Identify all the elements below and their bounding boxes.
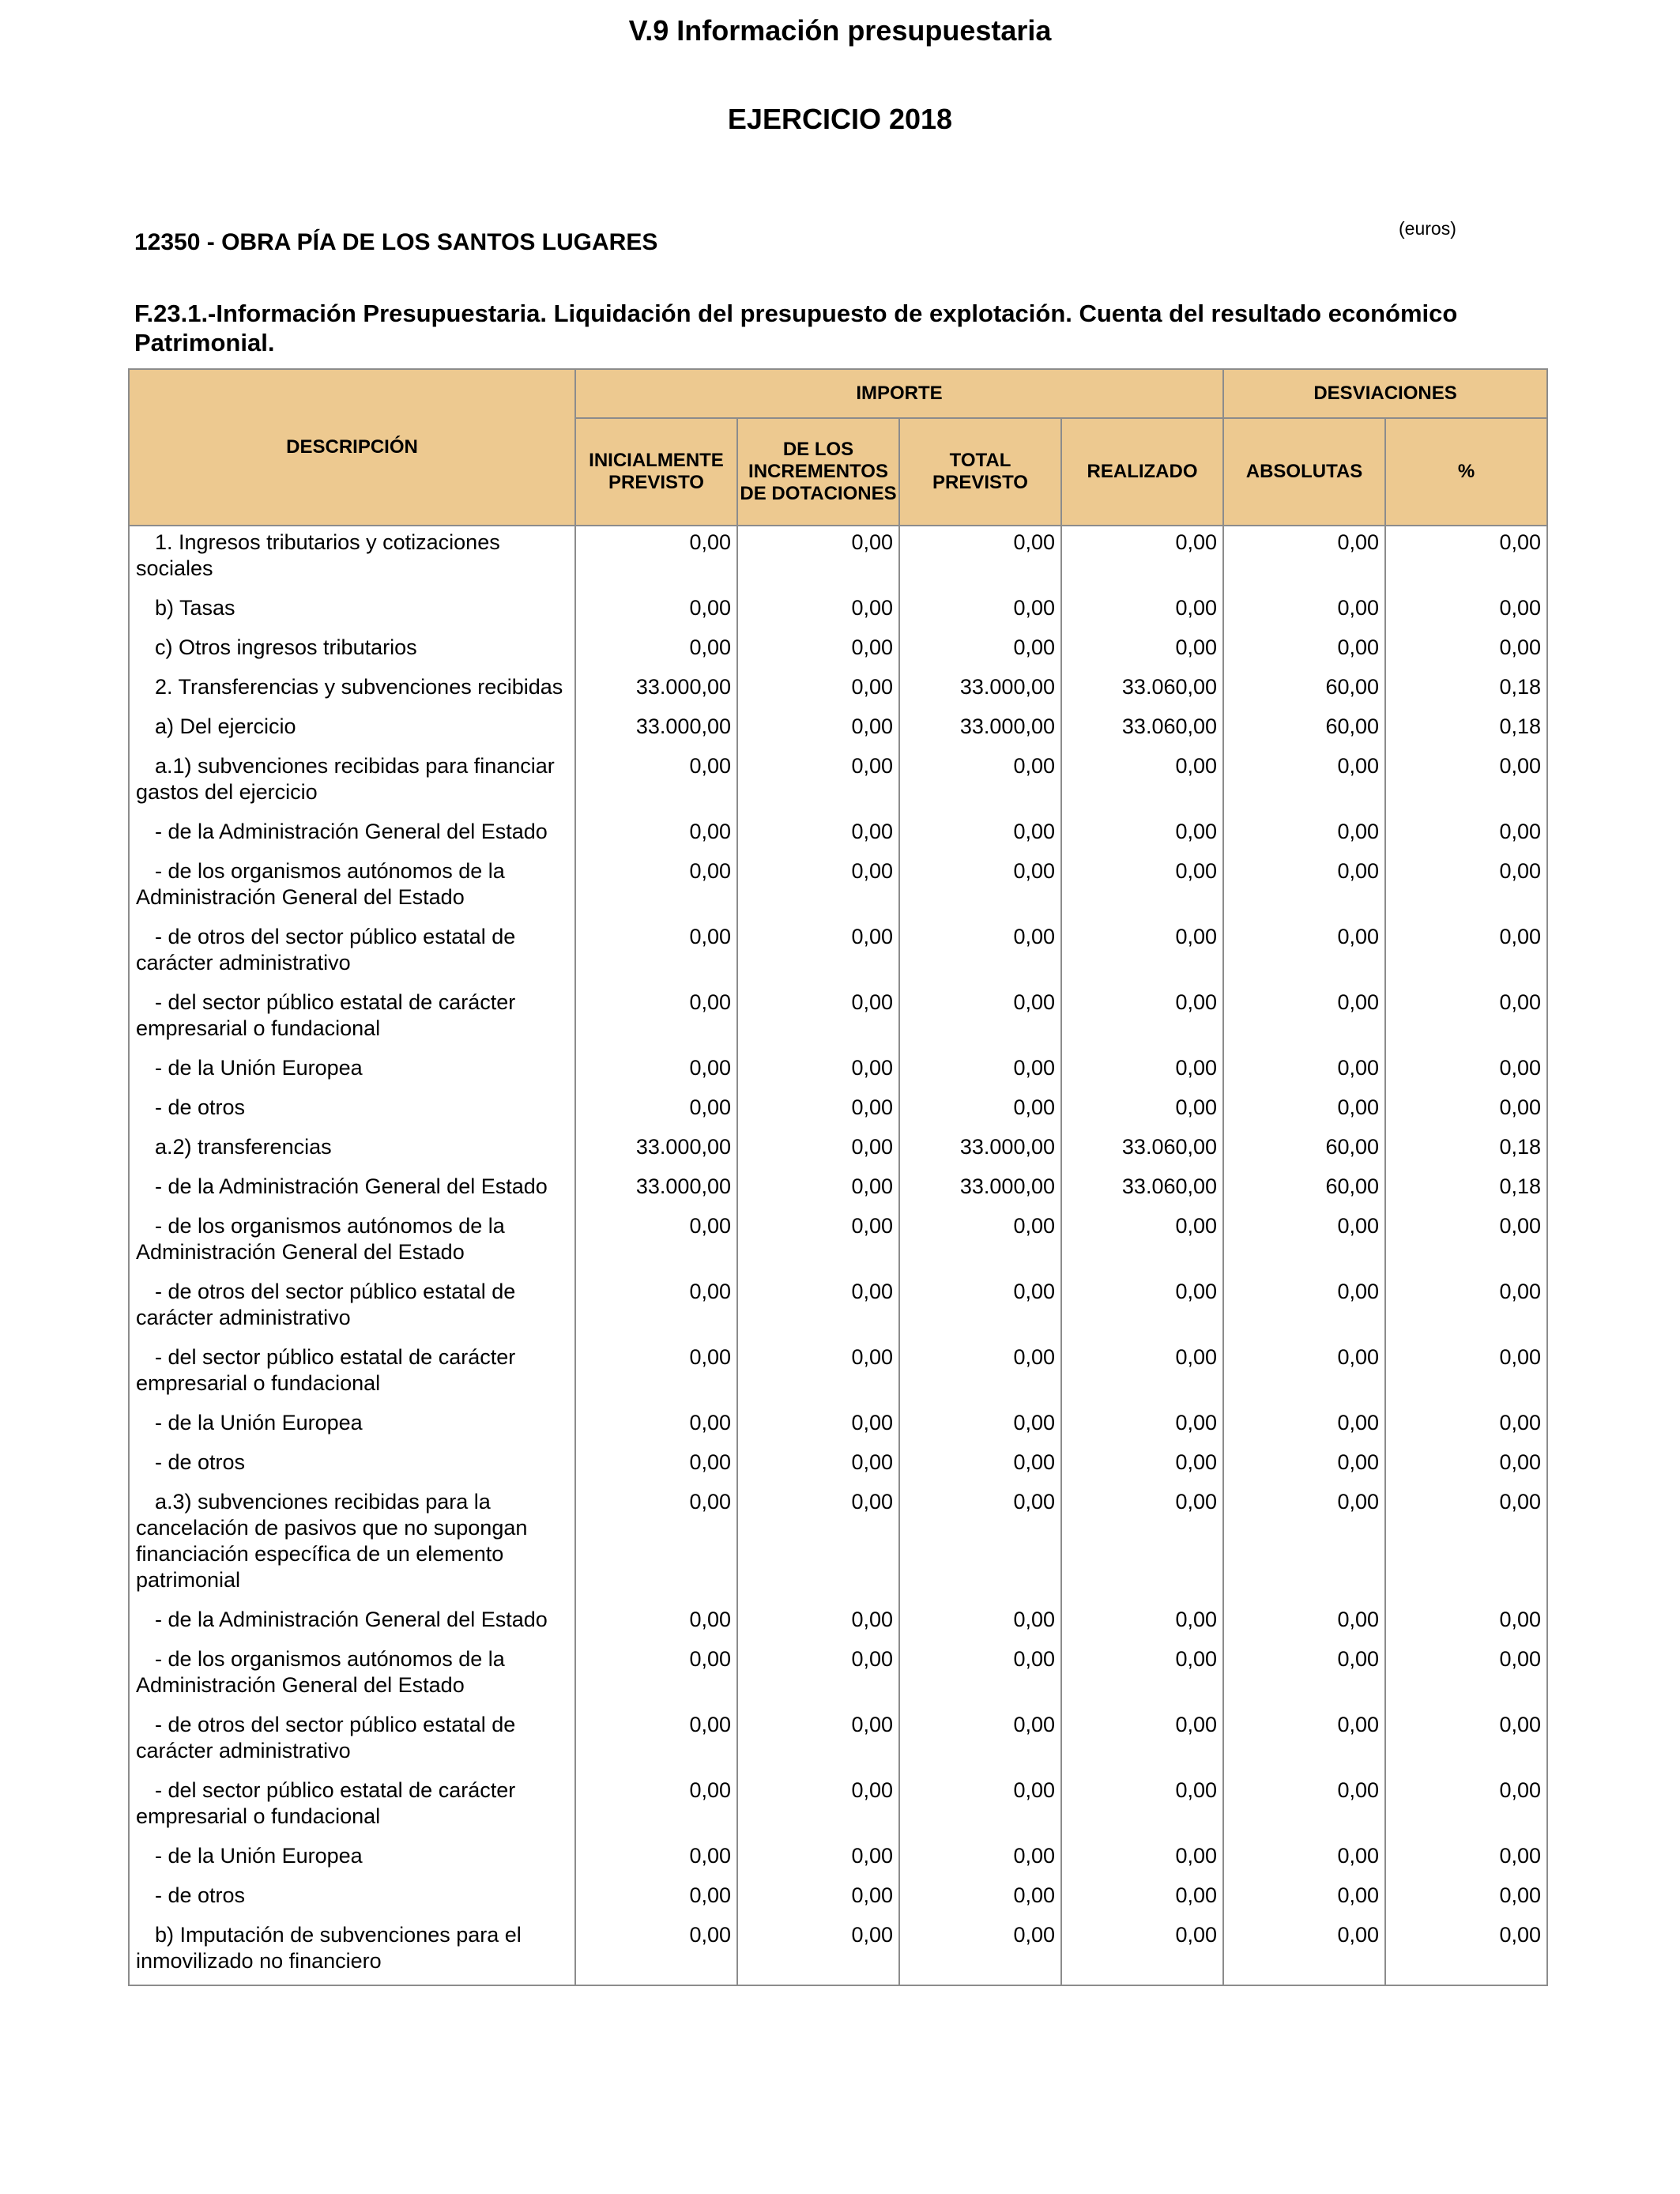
cell-value: 0,00	[1223, 1446, 1385, 1486]
cell-value: 0,00	[1223, 1643, 1385, 1709]
cell-value: 0,00	[575, 1774, 737, 1840]
fiscal-year-title: EJERCICIO 2018	[727, 103, 953, 135]
cell-value: 33.000,00	[899, 1131, 1061, 1171]
budget-table	[128, 368, 1548, 1986]
row-label: - de los organismos autónomos de la Administración General del Estado	[129, 1643, 575, 1709]
cell-value: 0,00	[1061, 855, 1223, 921]
cell-value: 0,00	[1061, 631, 1223, 671]
cell-value: 0,00	[1223, 1276, 1385, 1341]
table-row	[129, 1276, 1547, 1341]
cell-value: 0,00	[1061, 1840, 1223, 1879]
column-header: ABSOLUTAS	[1223, 418, 1385, 526]
cell-value: 0,00	[1061, 1446, 1223, 1486]
table-row	[129, 1341, 1547, 1407]
cell-value: 0,00	[575, 1486, 737, 1604]
cell-value: 0,00	[737, 1052, 899, 1091]
cell-value: 0,00	[899, 1709, 1061, 1774]
cell-value: 0,00	[575, 921, 737, 986]
cell-value: 0,00	[1223, 986, 1385, 1052]
cell-value: 0,00	[1223, 1919, 1385, 1985]
cell-value: 0,18	[1385, 671, 1547, 711]
cell-value: 0,18	[1385, 711, 1547, 750]
cell-value: 0,00	[1061, 816, 1223, 855]
cell-value: 0,00	[737, 1091, 899, 1131]
cell-value: 0,00	[1223, 1210, 1385, 1276]
cell-value: 0,00	[1385, 1210, 1547, 1276]
cell-value: 0,00	[575, 1446, 737, 1486]
cell-value: 0,18	[1385, 1131, 1547, 1171]
cell-value: 0,00	[1223, 1052, 1385, 1091]
column-header: REALIZADO	[1061, 418, 1223, 526]
cell-value: 0,00	[1223, 1407, 1385, 1446]
table-row	[129, 1407, 1547, 1446]
cell-value: 0,00	[737, 592, 899, 631]
cell-value: 0,00	[1223, 1341, 1385, 1407]
cell-value: 0,00	[899, 1091, 1061, 1131]
cell-value: 0,00	[1223, 1091, 1385, 1131]
cell-value: 0,00	[1385, 1643, 1547, 1709]
table-row	[129, 1604, 1547, 1643]
cell-value: 0,00	[1385, 1774, 1547, 1840]
column-header: INICIALMENTE PREVISTO	[575, 418, 737, 526]
table-body	[129, 526, 1547, 1985]
cell-value: 0,00	[1385, 1486, 1547, 1604]
table-row	[129, 1709, 1547, 1774]
row-label: a.2) transferencias	[129, 1131, 575, 1171]
cell-value: 0,00	[575, 1879, 737, 1919]
row-label: - de la Unión Europea	[129, 1052, 575, 1091]
table-row	[129, 1171, 1547, 1210]
row-label: - de la Unión Europea	[129, 1840, 575, 1879]
cell-value: 60,00	[1223, 1131, 1385, 1171]
cell-value: 0,00	[899, 592, 1061, 631]
cell-value: 0,00	[737, 526, 899, 592]
cell-value: 0,00	[737, 750, 899, 816]
cell-value: 0,00	[899, 750, 1061, 816]
cell-value: 0,00	[899, 986, 1061, 1052]
row-label: - del sector público estatal de carácter empresarial o fundacional	[129, 1774, 575, 1840]
cell-value: 0,00	[737, 1840, 899, 1879]
cell-value: 0,00	[1385, 1604, 1547, 1643]
cell-value: 0,00	[1385, 1840, 1547, 1879]
cell-value: 0,00	[1385, 921, 1547, 986]
cell-value: 0,00	[1223, 1774, 1385, 1840]
row-label: - de los organismos autónomos de la Administración General del Estado	[129, 855, 575, 921]
row-label: - de la Administración General del Estado	[129, 1604, 575, 1643]
cell-value: 33.060,00	[1061, 671, 1223, 711]
cell-value: 0,00	[899, 1840, 1061, 1879]
cell-value: 0,00	[1385, 1091, 1547, 1131]
cell-value: 33.060,00	[1061, 711, 1223, 750]
row-label: a) Del ejercicio	[129, 711, 575, 750]
cell-value: 0,00	[899, 921, 1061, 986]
table-row	[129, 1774, 1547, 1840]
table-row	[129, 1210, 1547, 1276]
cell-value: 0,00	[1385, 1341, 1547, 1407]
cell-value: 0,00	[737, 1709, 899, 1774]
cell-value: 0,00	[575, 1709, 737, 1774]
cell-value: 33.000,00	[575, 671, 737, 711]
cell-value: 0,00	[575, 526, 737, 592]
cell-value: 0,00	[575, 750, 737, 816]
cell-value: 0,00	[737, 711, 899, 750]
row-label: - del sector público estatal de carácter empresarial o fundacional	[129, 986, 575, 1052]
table-row	[129, 592, 1547, 631]
cell-value: 0,00	[737, 855, 899, 921]
table-row	[129, 1131, 1547, 1171]
table-row	[129, 1091, 1547, 1131]
row-label: - de otros del sector público estatal de carácter administrativo	[129, 921, 575, 986]
cell-value: 0,00	[737, 1171, 899, 1210]
cell-value: 0,00	[1061, 921, 1223, 986]
page-title: V.9 Información presupuestaria	[628, 14, 1052, 47]
entity-name: 12350 - OBRA PÍA DE LOS SANTOS LUGARES	[134, 229, 658, 255]
section-title: F.23.1.-Información Presupuestaria. Liquidación del presupuesto de explotación. Cuenta del resultado económico Patrimonial.	[134, 300, 1458, 356]
cell-value: 0,00	[575, 1276, 737, 1341]
cell-value: 0,00	[899, 1919, 1061, 1985]
cell-value: 0,00	[1385, 986, 1547, 1052]
cell-value: 0,00	[1385, 592, 1547, 631]
row-label: - de otros	[129, 1879, 575, 1919]
cell-value: 33.000,00	[575, 1171, 737, 1210]
table-row	[129, 1879, 1547, 1919]
cell-value: 33.060,00	[1061, 1131, 1223, 1171]
cell-value: 0,00	[575, 1840, 737, 1879]
table-row	[129, 986, 1547, 1052]
cell-value: 0,00	[575, 1091, 737, 1131]
table-row	[129, 1840, 1547, 1879]
cell-value: 60,00	[1223, 711, 1385, 750]
row-label: - de la Administración General del Estado	[129, 1171, 575, 1210]
cell-value: 0,00	[899, 1446, 1061, 1486]
cell-value: 0,00	[1223, 526, 1385, 592]
cell-value: 0,00	[1385, 855, 1547, 921]
cell-value: 0,00	[899, 855, 1061, 921]
table-row	[129, 1052, 1547, 1091]
cell-value: 0,00	[1223, 816, 1385, 855]
table-row	[129, 631, 1547, 671]
cell-value: 0,00	[737, 1446, 899, 1486]
cell-value: 0,00	[737, 1604, 899, 1643]
cell-value: 0,00	[737, 1276, 899, 1341]
row-label: - del sector público estatal de carácter empresarial o fundacional	[129, 1341, 575, 1407]
cell-value: 33.000,00	[899, 711, 1061, 750]
cell-value: 0,00	[737, 1210, 899, 1276]
cell-value: 0,00	[1061, 1709, 1223, 1774]
cell-value: 0,00	[1061, 1341, 1223, 1407]
cell-value: 0,00	[575, 855, 737, 921]
cell-value: 60,00	[1223, 671, 1385, 711]
cell-value: 0,00	[899, 1486, 1061, 1604]
cell-value: 33.000,00	[899, 1171, 1061, 1210]
cell-value: 0,00	[1223, 1709, 1385, 1774]
cell-value: 0,00	[1061, 986, 1223, 1052]
column-header: TOTAL PREVISTO	[899, 418, 1061, 526]
cell-value: 0,00	[1061, 1407, 1223, 1446]
desviaciones-header: DESVIACIONES	[1223, 369, 1547, 418]
row-label: - de otros del sector público estatal de carácter administrativo	[129, 1709, 575, 1774]
cell-value: 0,00	[1223, 631, 1385, 671]
cell-value: 0,00	[1061, 1774, 1223, 1840]
table-row	[129, 1919, 1547, 1985]
table-row	[129, 1643, 1547, 1709]
cell-value: 0,00	[1061, 1052, 1223, 1091]
cell-value: 0,00	[737, 671, 899, 711]
row-label: a.3) subvenciones recibidas para la cancelación de pasivos que no supongan financiación específica de un elemento patrimonial	[129, 1486, 575, 1604]
cell-value: 0,00	[575, 1919, 737, 1985]
cell-value: 0,00	[1223, 1604, 1385, 1643]
cell-value: 0,00	[737, 1341, 899, 1407]
cell-value: 0,00	[1061, 750, 1223, 816]
cell-value: 0,00	[575, 592, 737, 631]
row-label: 1. Ingresos tributarios y cotizaciones sociales	[129, 526, 575, 592]
cell-value: 0,00	[575, 631, 737, 671]
description-header: DESCRIPCIÓN	[129, 369, 575, 526]
cell-value: 33.000,00	[899, 671, 1061, 711]
cell-value: 0,00	[1061, 1486, 1223, 1604]
importe-header: IMPORTE	[575, 369, 1223, 418]
cell-value: 0,00	[1223, 855, 1385, 921]
cell-value: 0,00	[899, 1276, 1061, 1341]
cell-value: 0,00	[899, 1604, 1061, 1643]
cell-value: 0,00	[737, 1131, 899, 1171]
row-label: - de los organismos autónomos de la Administración General del Estado	[129, 1210, 575, 1276]
cell-value: 0,00	[737, 921, 899, 986]
cell-value: 0,00	[1223, 1486, 1385, 1604]
cell-value: 0,00	[1061, 1604, 1223, 1643]
cell-value: 0,00	[737, 1486, 899, 1604]
cell-value: 0,00	[1385, 1709, 1547, 1774]
cell-value: 33.000,00	[575, 711, 737, 750]
table-row	[129, 1486, 1547, 1604]
column-header: %	[1385, 418, 1547, 526]
row-label: a.1) subvenciones recibidas para financiar gastos del ejercicio	[129, 750, 575, 816]
cell-value: 0,00	[1385, 526, 1547, 592]
cell-value: 0,00	[1385, 750, 1547, 816]
cell-value: 0,00	[575, 1604, 737, 1643]
cell-value: 0,00	[737, 1919, 899, 1985]
cell-value: 0,00	[1061, 1091, 1223, 1131]
cell-value: 0,00	[575, 816, 737, 855]
cell-value: 0,00	[1223, 921, 1385, 986]
column-header: DE LOS INCREMENTOS DE DOTACIONES	[737, 418, 899, 526]
row-label: - de otros	[129, 1446, 575, 1486]
cell-value: 0,00	[1385, 1446, 1547, 1486]
cell-value: 0,00	[575, 1407, 737, 1446]
cell-value: 0,00	[575, 1210, 737, 1276]
cell-value: 0,18	[1385, 1171, 1547, 1210]
cell-value: 0,00	[737, 1407, 899, 1446]
cell-value: 0,00	[899, 1210, 1061, 1276]
cell-value: 0,00	[1385, 816, 1547, 855]
cell-value: 0,00	[1223, 1879, 1385, 1919]
cell-value: 33.000,00	[575, 1131, 737, 1171]
table-row	[129, 711, 1547, 750]
cell-value: 0,00	[737, 631, 899, 671]
table-row	[129, 855, 1547, 921]
table-row	[129, 671, 1547, 711]
cell-value: 0,00	[899, 1407, 1061, 1446]
cell-value: 0,00	[1385, 1276, 1547, 1341]
cell-value: 60,00	[1223, 1171, 1385, 1210]
cell-value: 0,00	[575, 1341, 737, 1407]
cell-value: 0,00	[1385, 1052, 1547, 1091]
cell-value: 0,00	[1061, 1276, 1223, 1341]
row-label: b) Tasas	[129, 592, 575, 631]
cell-value: 0,00	[1385, 1407, 1547, 1446]
cell-value: 0,00	[575, 986, 737, 1052]
cell-value: 0,00	[737, 1643, 899, 1709]
cell-value: 0,00	[1223, 750, 1385, 816]
cell-value: 0,00	[1385, 1919, 1547, 1985]
cell-value: 0,00	[899, 1879, 1061, 1919]
cell-value: 0,00	[737, 986, 899, 1052]
row-label: - de la Unión Europea	[129, 1407, 575, 1446]
cell-value: 0,00	[1385, 1879, 1547, 1919]
row-label: - de otros del sector público estatal de carácter administrativo	[129, 1276, 575, 1341]
units-label: (euros)	[1399, 218, 1456, 239]
cell-value: 0,00	[1385, 631, 1547, 671]
cell-value: 33.060,00	[1061, 1171, 1223, 1210]
cell-value: 0,00	[1061, 1919, 1223, 1985]
cell-value: 0,00	[899, 1341, 1061, 1407]
cell-value: 0,00	[575, 1643, 737, 1709]
table-row	[129, 526, 1547, 592]
cell-value: 0,00	[737, 1774, 899, 1840]
cell-value: 0,00	[1223, 592, 1385, 631]
cell-value: 0,00	[1223, 1840, 1385, 1879]
cell-value: 0,00	[1061, 1210, 1223, 1276]
row-label: - de la Administración General del Estado	[129, 816, 575, 855]
row-label: - de otros	[129, 1091, 575, 1131]
cell-value: 0,00	[737, 1879, 899, 1919]
cell-value: 0,00	[899, 1774, 1061, 1840]
cell-value: 0,00	[575, 1052, 737, 1091]
cell-value: 0,00	[737, 816, 899, 855]
row-label: c) Otros ingresos tributarios	[129, 631, 575, 671]
row-label: b) Imputación de subvenciones para el inmovilizado no financiero	[129, 1919, 575, 1985]
table-row	[129, 816, 1547, 855]
cell-value: 0,00	[899, 631, 1061, 671]
table-row	[129, 1446, 1547, 1486]
cell-value: 0,00	[899, 526, 1061, 592]
cell-value: 0,00	[899, 816, 1061, 855]
row-label: 2. Transferencias y subvenciones recibidas	[129, 671, 575, 711]
cell-value: 0,00	[1061, 1643, 1223, 1709]
cell-value: 0,00	[1061, 592, 1223, 631]
cell-value: 0,00	[899, 1643, 1061, 1709]
cell-value: 0,00	[1061, 1879, 1223, 1919]
table-row	[129, 750, 1547, 816]
table-row	[129, 921, 1547, 986]
cell-value: 0,00	[899, 1052, 1061, 1091]
cell-value: 0,00	[1061, 526, 1223, 592]
